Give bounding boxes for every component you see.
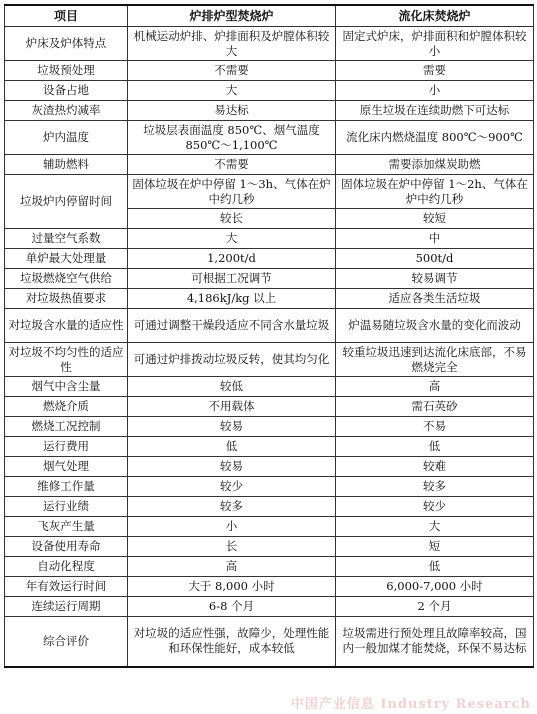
cell-grate: 4,186kJ/kg 以上 — [128, 289, 336, 309]
cell-grate: 小 — [128, 517, 336, 537]
cell-fluidized: 较重垃圾迅速到达流化床底部，不易燃烧完全 — [336, 343, 534, 377]
header-item: 项目 — [5, 5, 128, 27]
table-row — [5, 101, 534, 121]
cell-fluidized: 小 — [336, 81, 534, 101]
row-label: 垃圾预处理 — [5, 61, 128, 81]
table-row — [5, 81, 534, 101]
cell-fluidized: 固定式炉床，炉排面积和炉膛体积较小 — [336, 27, 534, 61]
row-label: 年有效运行时间 — [5, 577, 128, 597]
cell-fluidized: 不易 — [336, 417, 534, 437]
table-row — [5, 269, 534, 289]
table-row — [5, 155, 534, 175]
cell-grate: 可通过炉排拨动垃圾反转，使其均匀化 — [128, 343, 336, 377]
row-label: 烟气处理 — [5, 457, 128, 477]
table-row — [5, 175, 534, 209]
cell-grate: 对垃圾的适应性强，故障少，处理性能和环保性能好，成本较低 — [128, 617, 336, 667]
row-label: 辅助燃料 — [5, 155, 128, 175]
cell-fluidized: 较少 — [336, 497, 534, 517]
cell-grate: 不用载体 — [128, 397, 336, 417]
row-label: 连续运行周期 — [5, 597, 128, 617]
cell-grate: 长 — [128, 537, 336, 557]
table-row — [5, 229, 534, 249]
cell-fluidized: 较易调节 — [336, 269, 534, 289]
row-label: 垃圾燃烧空气供给 — [5, 269, 128, 289]
cell-fluidized: 适应各类生活垃圾 — [336, 289, 534, 309]
cell-fluidized: 垃圾需进行预处理且故障率较高，国内一般加煤才能焚烧，环保不易达标 — [336, 617, 534, 667]
cell-grate: 较易 — [128, 457, 336, 477]
table-row — [5, 557, 534, 577]
cell-fluidized: 500t/d — [336, 249, 534, 269]
table-row — [5, 517, 534, 537]
row-label: 过量空气系数 — [5, 229, 128, 249]
row-label: 对垃圾热值要求 — [5, 289, 128, 309]
cell-grate: 垃圾层表面温度 850℃、烟气温度 850℃～1,100℃ — [128, 121, 336, 155]
cell-grate: 较长 — [128, 209, 336, 229]
header-fluidized-bed: 流化床焚烧炉 — [336, 5, 534, 27]
cell-grate: 不需要 — [128, 61, 336, 81]
cell-grate: 低 — [128, 437, 336, 457]
row-label: 垃圾炉内停留时间 — [5, 175, 128, 229]
cell-grate: 固体垃圾在炉中停留 1～3h、气体在炉中约几秒 — [128, 175, 336, 209]
table-row — [5, 497, 534, 517]
cell-fluidized: 2 个月 — [336, 597, 534, 617]
table-row — [5, 477, 534, 497]
row-label: 运行业绩 — [5, 497, 128, 517]
cell-grate: 不需要 — [128, 155, 336, 175]
cell-grate: 可根据工况调节 — [128, 269, 336, 289]
table-row — [5, 377, 534, 397]
row-label: 单炉最大处理量 — [5, 249, 128, 269]
table-row — [5, 309, 534, 343]
cell-grate: 可通过调整干燥段适应不同含水量垃圾 — [128, 309, 336, 343]
cell-grate: 易达标 — [128, 101, 336, 121]
cell-fluidized: 较难 — [336, 457, 534, 477]
table-row — [5, 577, 534, 597]
table-row — [5, 289, 534, 309]
cell-fluidized: 高 — [336, 377, 534, 397]
table-row — [5, 121, 534, 155]
cell-grate: 6-8 个月 — [128, 597, 336, 617]
cell-fluidized: 需石英砂 — [336, 397, 534, 417]
cell-grate: 高 — [128, 557, 336, 577]
cell-grate: 大 — [128, 229, 336, 249]
cell-grate: 较少 — [128, 477, 336, 497]
row-label: 设备使用寿命 — [5, 537, 128, 557]
table-row — [5, 537, 534, 557]
row-label: 设备占地 — [5, 81, 128, 101]
table-row — [5, 617, 534, 667]
cell-fluidized: 需要添加煤炭助燃 — [336, 155, 534, 175]
table-row — [5, 249, 534, 269]
comparison-table — [4, 4, 534, 668]
row-label: 对垃圾含水量的适应性 — [5, 309, 128, 343]
watermark: 中国产业信息 Industry Research — [290, 697, 531, 712]
cell-grate: 较多 — [128, 497, 336, 517]
cell-fluidized: 流化床内燃烧温度 800℃～900℃ — [336, 121, 534, 155]
cell-fluidized: 低 — [336, 437, 534, 457]
table-row — [5, 397, 534, 417]
row-label: 自动化程度 — [5, 557, 128, 577]
cell-fluidized: 低 — [336, 557, 534, 577]
row-label: 燃烧介质 — [5, 397, 128, 417]
cell-grate: 1,200t/d — [128, 249, 336, 269]
cell-grate: 机械运动炉排、炉排面积及炉膛体积较大 — [128, 27, 336, 61]
cell-fluidized: 中 — [336, 229, 534, 249]
cell-fluidized: 固体垃圾在炉中停留 1～2h、气体在炉中约几秒 — [336, 175, 534, 209]
row-label: 灰渣热灼减率 — [5, 101, 128, 121]
header-grate-furnace: 炉排炉型焚烧炉 — [128, 5, 336, 27]
cell-fluidized: 需要 — [336, 61, 534, 81]
table-row — [5, 343, 534, 377]
cell-fluidized: 原生垃圾在连续助燃下可达标 — [336, 101, 534, 121]
row-label: 炉床及炉体特点 — [5, 27, 128, 61]
table-row — [5, 61, 534, 81]
cell-grate: 较易 — [128, 417, 336, 437]
cell-fluidized: 较短 — [336, 209, 534, 229]
table-row — [5, 457, 534, 477]
table-row — [5, 437, 534, 457]
table-header-row — [5, 5, 534, 27]
row-label: 综合评价 — [5, 617, 128, 667]
row-label: 燃烧工况控制 — [5, 417, 128, 437]
cell-grate: 大于 8,000 小时 — [128, 577, 336, 597]
row-label: 维修工作量 — [5, 477, 128, 497]
cell-fluidized: 大 — [336, 517, 534, 537]
cell-grate: 较低 — [128, 377, 336, 397]
row-label: 烟气中含尘量 — [5, 377, 128, 397]
cell-fluidized: 6,000-7,000 小时 — [336, 577, 534, 597]
row-label: 运行费用 — [5, 437, 128, 457]
table-row — [5, 597, 534, 617]
row-label: 对垃圾不均匀性的适应性 — [5, 343, 128, 377]
table-row — [5, 417, 534, 437]
row-label: 炉内温度 — [5, 121, 128, 155]
row-label: 飞灰产生量 — [5, 517, 128, 537]
table-row — [5, 27, 534, 61]
cell-fluidized: 较多 — [336, 477, 534, 497]
cell-fluidized: 炉温易随垃圾含水量的变化而波动 — [336, 309, 534, 343]
cell-grate: 大 — [128, 81, 336, 101]
cell-fluidized: 短 — [336, 537, 534, 557]
